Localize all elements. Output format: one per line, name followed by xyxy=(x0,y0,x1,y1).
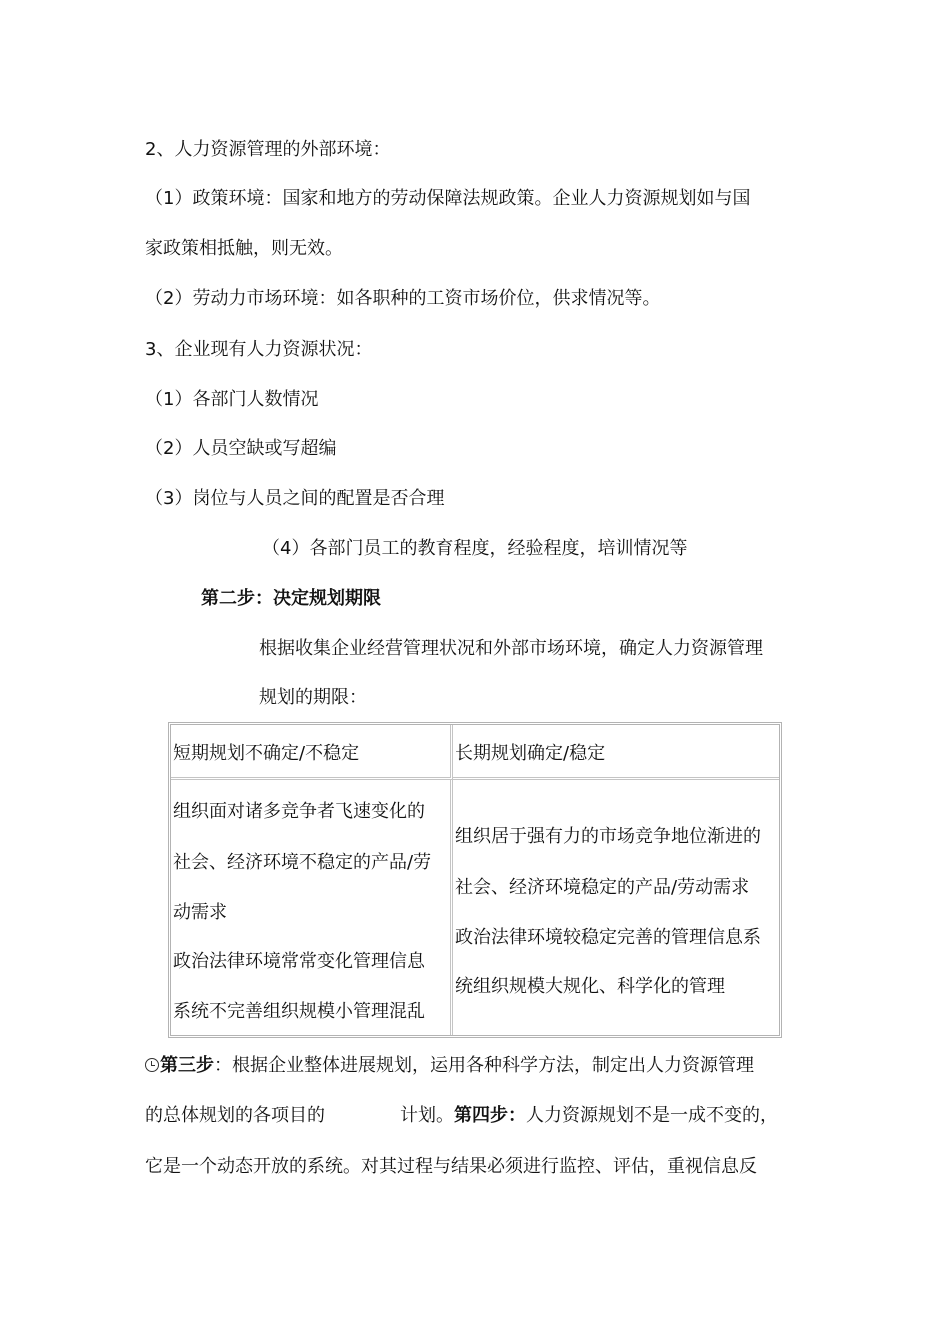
step4-label: 第四步： xyxy=(454,1105,526,1126)
short-term-line: 系统不完善组织规模小管理混乱 xyxy=(173,1001,425,1022)
step3-line2a: 的总体规划的各项目的 xyxy=(145,1105,325,1126)
item-policy-env: （1）政策环境：国家和地方的劳动保障法规政策。企业人力资源规划如与国 xyxy=(145,188,751,209)
table-cell-short-term xyxy=(171,780,453,1035)
item-allocation: （3）岗位与人员之间的配置是否合理 xyxy=(145,488,445,509)
planning-period-table xyxy=(168,722,782,1038)
step4-line2: 它是一个动态开放的系统。对其过程与结果必须进行监控、评估，重视信息反 xyxy=(145,1156,757,1177)
step3-label: 第三步 xyxy=(160,1055,214,1076)
item-education: （4）各部门员工的教育程度，经验程度，培训情况等 xyxy=(262,538,688,559)
header-short-term-label: 短期规划不确定/不稳定 xyxy=(173,743,360,764)
step4-text: 人力资源规划不是一成不变的， xyxy=(526,1105,778,1126)
short-term-line: 社会、经济环境不稳定的产品/劳 xyxy=(173,852,432,873)
heading-current-hr: 3、企业现有人力资源状况： xyxy=(145,339,373,360)
long-term-line: 政治法律环境较稳定完善的管理信息系 xyxy=(455,927,761,948)
clock-icon xyxy=(145,1058,159,1072)
item-vacancy: （2）人员空缺或写超编 xyxy=(145,438,337,459)
table-header-short-term xyxy=(171,725,453,780)
step2-heading: 第二步：决定规划期限 xyxy=(201,588,381,609)
long-term-line: 统组织规模大规化、科学化的管理 xyxy=(455,976,725,997)
short-term-line: 政治法律环境常常变化管理信息 xyxy=(173,951,425,972)
long-term-line: 组织居于强有力的市场竞争地位渐进的 xyxy=(455,826,761,847)
step2-paragraph-line2: 规划的期限： xyxy=(259,687,367,708)
item-dept-headcount: （1）各部门人数情况 xyxy=(145,389,319,410)
step2-paragraph-line1: 根据收集企业经营管理状况和外部市场环境，确定人力资源管理 xyxy=(259,638,763,659)
header-long-term-label: 长期规划确定/稳定 xyxy=(455,743,606,764)
step3-line xyxy=(160,1054,754,1078)
short-term-line: 组织面对诸多竞争者飞速变化的 xyxy=(173,801,425,822)
table-cell-long-term xyxy=(453,780,779,1035)
plan-text: 计划。 xyxy=(400,1105,454,1126)
short-term-line: 动需求 xyxy=(173,902,227,923)
heading-external-env: 2、人力资源管理的外部环境： xyxy=(145,139,391,160)
step3-line2b xyxy=(400,1104,778,1128)
long-term-line: 社会、经济环境稳定的产品/劳动需求 xyxy=(455,877,750,898)
step3-text: ：根据企业整体进展规划，运用各种科学方法，制定出人力资源管理 xyxy=(214,1055,754,1076)
item-policy-env-cont: 家政策相抵触，则无效。 xyxy=(145,238,343,259)
item-labor-market: （2）劳动力市场环境：如各职种的工资市场价位，供求情况等。 xyxy=(145,288,661,309)
table-header-long-term xyxy=(453,725,779,780)
